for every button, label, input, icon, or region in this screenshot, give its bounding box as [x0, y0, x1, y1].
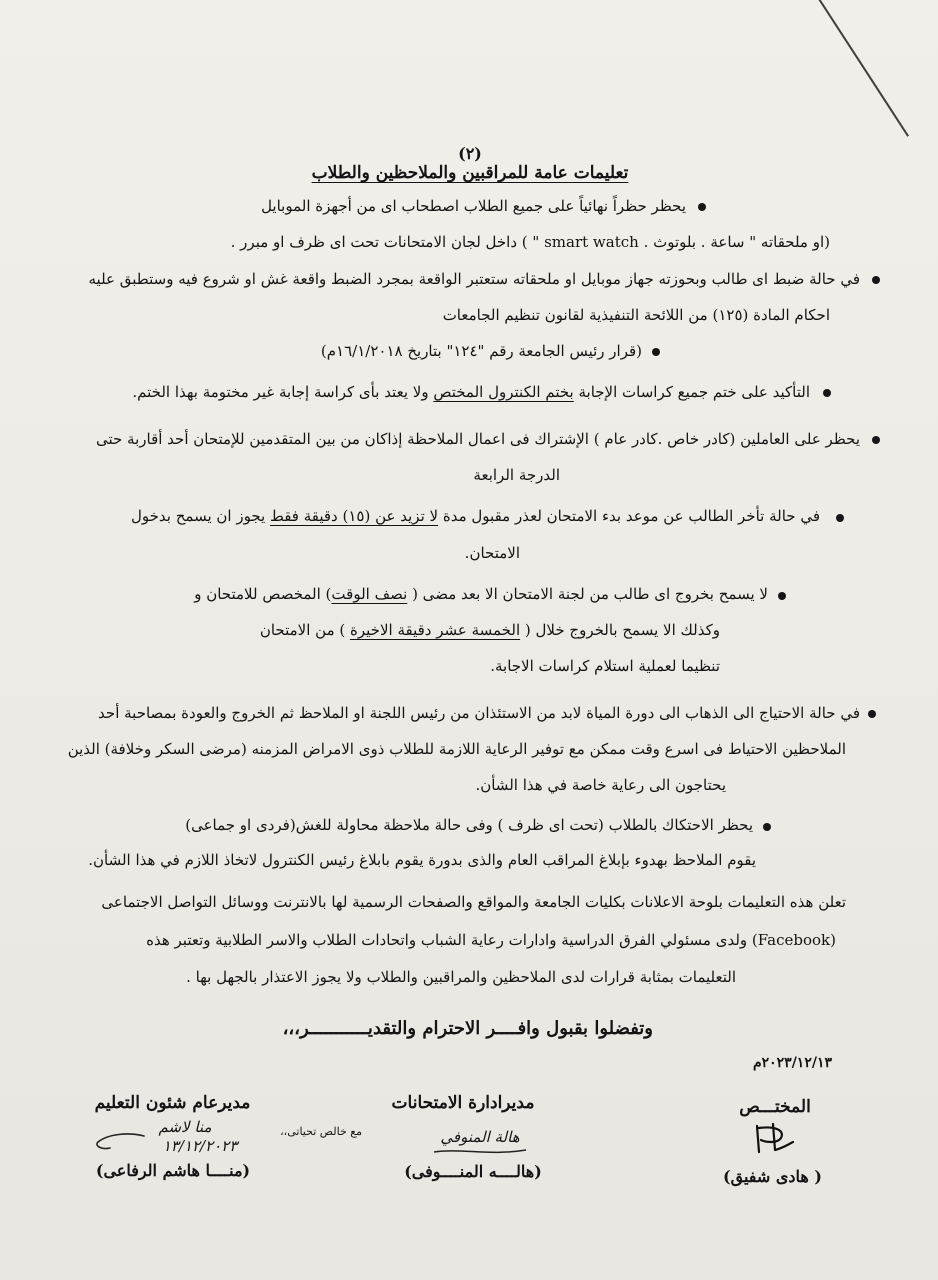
instruction-7-line-2: الملاحظين الاحتياط فى اسرع وقت ممكن مع توفير الرعاية اللازمة للطلاب ذوى الامراض المزمنه (مرضى السكر وخلافة) الذين [67, 740, 846, 758]
instruction-1-line-2: (او ملحقاته " ساعة . بلوتوث . smart watch " ) داخل لجان الامتحانات تحت اى ظرف او مبرر . [230, 233, 830, 251]
education-general-director-title: مديرعام شئون التعليم [94, 1093, 251, 1113]
document-date: ٢٠٢٣/١٢/١٣م [752, 1055, 832, 1071]
instruction-7-line-1: في حالة الاحتياج الى الذهاب الى دورة المياة لابد من الاستئذان من رئيس اللجنة او الملاحظ ثم الخروج والعودة بمصاحبة أحد [98, 704, 860, 722]
bullet-5 [836, 514, 844, 522]
instruction-6-underlined: نصف الوقت [331, 585, 408, 603]
instruction-6b-suffix: ) من الامتحان [259, 621, 351, 639]
instruction-3-suffix: ولا يعتد بأى كراسة إجابة غير مختومة بهذا الختم. [132, 383, 434, 401]
bullet-7 [868, 710, 876, 718]
closing-line: وتفضلوا بقبول وافــــر الاحترام والتقديـــــــــــر،،، [282, 1018, 653, 1039]
instruction-1-line-1: يحظر حظراً نهائياً على جميع الطلاب اصطحاب اى من أجهزة الموبايل [261, 197, 686, 215]
instruction-5-prefix: في حالة تأخر الطالب عن موعد بدء الامتحان لعذر مقبول مدة [438, 507, 820, 525]
specialist-title: المختـــص [739, 1097, 811, 1117]
instruction-3-underlined: بختم الكنترول المختص [433, 383, 574, 401]
instruction-4-line-2: الدرجة الرابعة [473, 466, 560, 484]
instruction-8-line-2: يقوم الملاحظ بهدوء بإبلاغ المراقب العام والذى بدورة يقوم بابلاغ رئيس الكنترول لاتخاذ اللازم في هذا الشأن. [88, 851, 756, 869]
instruction-5-line-1 [100, 505, 820, 527]
instruction-6-line-3: تنظيما لعملية استلام كراسات الاجابة. [490, 657, 720, 675]
instruction-8-line-1: يحظر الاحتكاك بالطلاب (تحت اى ظرف ) وفى حالة ملاحظة محاولة للغش(فردى او جماعى) [185, 816, 753, 834]
exams-director-title: مديرادارة الامتحانات [391, 1093, 535, 1113]
bullet-1 [698, 203, 706, 211]
instruction-2-line-2: احكام المادة (١٢٥) من اللائحة التنفيذية لقانون تنظيم الجامعات [442, 306, 830, 324]
regards-note: مع خالص تحياتى،، [280, 1125, 362, 1138]
education-general-director-name: (منــــا هاشم الرفاعى) [95, 1161, 251, 1180]
bullet-2 [872, 276, 880, 284]
instruction-5-suffix: يجوز ان يسمح بدخول [130, 507, 270, 525]
instruction-3-prefix: التأكيد على ختم جميع كراسات الإجابة [573, 383, 810, 401]
instruction-9-line-2: (Facebook) ولدى مسئولي الفرق الدراسية وادارات رعاية الشباب واتحادات الطلاب والاسر الطلابية وتعتبر هذه [146, 931, 836, 949]
exams-director-name: (هالــــه المنــــوفى) [404, 1162, 542, 1181]
instruction-6-line-2 [180, 619, 720, 641]
instruction-6-prefix: لا يسمح بخروج اى طالب من لجنة الامتحان الا بعد مضى ( [407, 585, 768, 603]
bullet-8 [763, 823, 771, 831]
instruction-2-line-1: في حالة ضبط اى طالب وبحوزته جهاز موبايل او ملحقاته ستعتبر الواقعة بمجرد الضبط واقعة غش او شروع فيه وستطبق عليه [88, 270, 860, 288]
bullet-3 [823, 389, 831, 397]
bullet-4 [872, 436, 880, 444]
bullet-6 [778, 592, 786, 600]
instruction-9-line-1: تعلن هذه التعليمات بلوحة الاعلانات بكليات الجامعة والمواقع والصفحات الرسمية لها بالانترنت ووسائل التواصل الاجتماعى [101, 893, 846, 911]
exams-director-signature-stroke [430, 1146, 530, 1158]
instruction-4-line-1: يحظر على العاملين (كادر خاص .كادر عام ) الإشتراك فى اعمال الملاحظة إذاكان من بين المتقدمين للإمتحان أحد أقاربة حتى [95, 430, 860, 448]
instruction-3 [130, 381, 810, 403]
education-director-signature-stroke [88, 1128, 148, 1156]
instruction-6-suffix: ) المخصص للامتحان و [194, 585, 332, 603]
specialist-name: ( هادى شفيق) [723, 1167, 822, 1186]
exams-director-handwritten-signature: هالة المنوفي [440, 1128, 520, 1146]
instruction-2-line-3: (قرار رئيس الجامعة رقم "١٢٤" بتاريخ ١٦/١/٢٠١٨م) [320, 342, 642, 360]
document-title: تعليمات عامة للمراقبين والملاحظين والطلاب [311, 163, 629, 183]
instruction-7-line-3: يحتاجون الى رعاية خاصة في هذا الشأن. [475, 776, 726, 794]
page-number: (٢) [458, 144, 482, 163]
education-director-handwritten-signature: منا لاشم [158, 1118, 212, 1136]
instruction-6-line-1 [168, 583, 768, 605]
instruction-9-line-3: التعليمات بمثابة قرارات لدى الملاحظين والمراقبين والطلاب ولا يجوز الاعتذار بالجهل بها . [186, 968, 736, 986]
bullet-2b [652, 348, 660, 356]
instruction-6b-underlined: الخمسة عشر دقيقة الاخيرة [350, 621, 521, 639]
education-director-handwritten-date: ١٣/١٢/٢٠٢٣ [162, 1137, 238, 1155]
instruction-6b-prefix: وكذلك الا يسمح بالخروج خلال ( [520, 621, 720, 639]
specialist-signature [745, 1120, 805, 1160]
instruction-5-underlined: لا تزيد عن (١٥) دقيقة فقط [269, 507, 439, 525]
instruction-5-line-2: الامتحان. [464, 544, 520, 562]
